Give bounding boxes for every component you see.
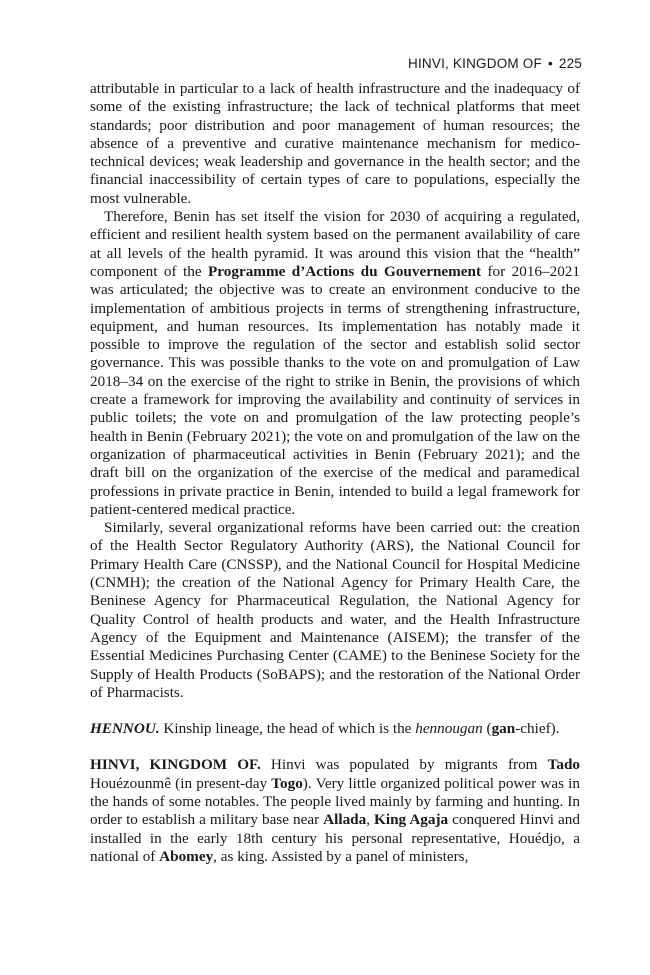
running-head-separator: •	[547, 56, 553, 71]
entry-hennou	[90, 720, 580, 738]
entry-text: Hinvi was populated by migrants from	[260, 756, 548, 774]
cross-reference: Allada	[323, 811, 367, 829]
entry-text: Houézounmê (in present-day	[90, 774, 272, 792]
entry-text: ). Very little organized political power was in the hands of some notables. The people lived mainly by farming and hunting. In order to establish a military base near	[90, 774, 580, 829]
running-head-title: HINVI, KINGDOM OF	[408, 56, 542, 71]
paragraph-continued: attributable in particular to a lack of health infrastructure and the inadequacy of some of the existing infrastructure; the lack of technical platforms that meet standards; poor distribution and poor management of human resources; the absence of a preventive and curative maintenance mechanism for medicotechnical devices; weak leadership and governance in the health sector; and the financial inaccessibility of certain types of care to populations, especially the most vulnerable.	[90, 80, 580, 207]
paragraph-text: Therefore, Benin has set itself the vision for 2030 of acquiring a regulated, efficient and resilient health system based on the permanent availability of care at all levels of the health pyramid. It was around this vision that the “health” component of the	[90, 208, 580, 280]
entry-text: Kinship lineage, the head of which is the	[159, 720, 416, 738]
cross-reference: Togo	[271, 774, 303, 792]
entry-text: , as king. Assisted by a panel of ministers,	[213, 847, 469, 865]
paragraph-text: for 2016–2021 was articulated; the objective was to create an environment conducive to the implementation of ambitious projects in terms of strengthening infrastructure, equipment, and human resources. Its implementation has notably made it possible to improve the regulation of the sector and establish solid sector governance. This was possible thanks to the vote on and promulgation of Law 2018–34 on the exercise of the right to strike in Benin, the provisions of which create a framework for improving the availability and continuity of services in public toilets; the vote on and promulgation of the law protecting people’s health in Benin (February 2021); the vote on and promulgation of the law on the organization of pharmaceutical activities in Benin (February 2021); and the draft bill on the organization of the exercise of the medical and paramedical professions in private practice in Benin, intended to build a legal framework for patient-centered medical practice.	[90, 262, 580, 518]
entry-hinvi	[90, 756, 580, 866]
entry-term: HINVI, KINGDOM OF.	[90, 756, 261, 774]
entry-text: conquered Hinvi and installed in the early 18th century his personal representative, Houédjo, a national of	[90, 811, 580, 865]
page-number: 225	[558, 56, 582, 71]
entry-italic-term: hennougan	[415, 720, 483, 738]
entry-text: ,	[366, 811, 375, 829]
entry-text: (	[482, 720, 492, 738]
cross-reference: Tado	[547, 756, 580, 774]
paragraph-benin-vision	[90, 208, 580, 519]
entry-term: HENNOU.	[90, 720, 160, 738]
cross-reference: King Agaja	[374, 811, 449, 829]
body-text	[90, 80, 580, 866]
running-head	[408, 56, 582, 71]
cross-reference: gan	[491, 720, 516, 738]
paragraph-reforms: Similarly, several organizational reforms have been carried out: the creation of the Health Sector Regulatory Authority (ARS), the National Council for Primary Health Care (CNSSP), and the National Council for Hospital Medicine (CNMH); the creation of the National Agency for Primary Health Care, the Beninese Agency for Pharmaceutical Regulation, the National Agency for Quality Control of health products and water, and the Health Infrastructure Agency of the Equipment and Maintenance (AISEM); the transfer of the Essential Medicines Purchasing Center (CAME) to the Beninese Society for the Supply of Health Products (SoBAPS); and the restoration of the National Order of Pharmacists.	[90, 519, 580, 701]
entry-text: -chief).	[515, 720, 560, 738]
cross-reference: Abomey	[159, 847, 214, 865]
program-title: Programme d’Actions du Gouvernement	[208, 262, 482, 280]
